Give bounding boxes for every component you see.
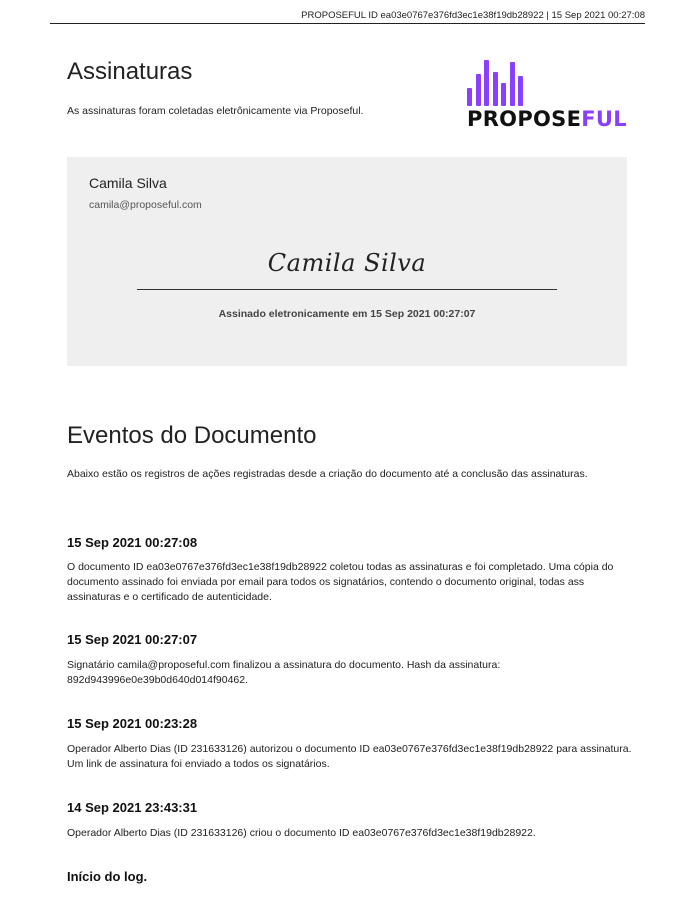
signatures-title: Assinaturas bbox=[67, 58, 193, 85]
signature-line bbox=[137, 289, 557, 290]
logo-text-accent: FUL bbox=[581, 107, 627, 131]
signature-card bbox=[67, 157, 627, 366]
signed-at-text: Assinado eletronicamente em 15 Sep 2021 00:27:07 bbox=[218, 308, 476, 320]
handwritten-signature: Camila Silva bbox=[267, 249, 427, 277]
event-time: 15 Sep 2021 00:27:08 bbox=[67, 535, 198, 550]
logo-bar bbox=[476, 74, 481, 106]
logo-bar bbox=[501, 83, 506, 106]
logo-bar bbox=[467, 88, 472, 106]
logo-bar bbox=[518, 76, 523, 106]
event-time: 15 Sep 2021 00:27:07 bbox=[67, 632, 198, 647]
event-time: 14 Sep 2021 23:43:31 bbox=[67, 800, 198, 815]
events-title: Eventos do Documento bbox=[67, 422, 317, 449]
event-description: Signatário camila@proposeful.com finalizou a assinatura do documento. Hash da assinatura: 892d943996e0e39b0d640d014f90462. bbox=[67, 659, 501, 686]
log-start: Início do log. bbox=[67, 869, 148, 884]
proposeful-logo bbox=[467, 60, 627, 130]
events-intro: Abaixo estão os registros de ações registradas desde a criação do documento até a conclusão das assinaturas. bbox=[67, 468, 588, 480]
logo-bar bbox=[484, 60, 489, 106]
signer-email: camila@proposeful.com bbox=[89, 199, 202, 211]
logo-wordmark bbox=[467, 107, 627, 131]
event-description: Operador Alberto Dias (ID 231633126) autorizou o documento ID ea03e0767e376fd3ec1e38f19db28922 para assinatura. Um link de assinatura foi enviado a todos os signatários. bbox=[67, 743, 632, 770]
logo-bar bbox=[510, 62, 515, 106]
document-header bbox=[50, 10, 645, 24]
signatures-subtitle: As assinaturas foram coletadas eletrônicamente via Proposeful. bbox=[67, 105, 364, 117]
event-time: 15 Sep 2021 00:23:28 bbox=[67, 716, 198, 731]
signer-name: Camila Silva bbox=[89, 175, 167, 191]
logo-bars-icon bbox=[467, 60, 527, 106]
event-description: O documento ID ea03e0767e376fd3ec1e38f19db28922 coletou todas as assinaturas e foi completado. Uma cópia do documento assinado foi enviada por email para todos os signatários, contendo o documento original, todas ass assinaturas e o certificado de autenticidade. bbox=[67, 561, 614, 603]
logo-bar bbox=[493, 72, 498, 107]
document-reference: PROPOSEFUL ID ea03e0767e376fd3ec1e38f19db28922 | 15 Sep 2021 00:27:08 bbox=[301, 10, 645, 21]
event-description: Operador Alberto Dias (ID 231633126) criou o documento ID ea03e0767e376fd3ec1e38f19db28922. bbox=[67, 827, 536, 839]
logo-text-dark: PROPOSE bbox=[467, 107, 582, 131]
